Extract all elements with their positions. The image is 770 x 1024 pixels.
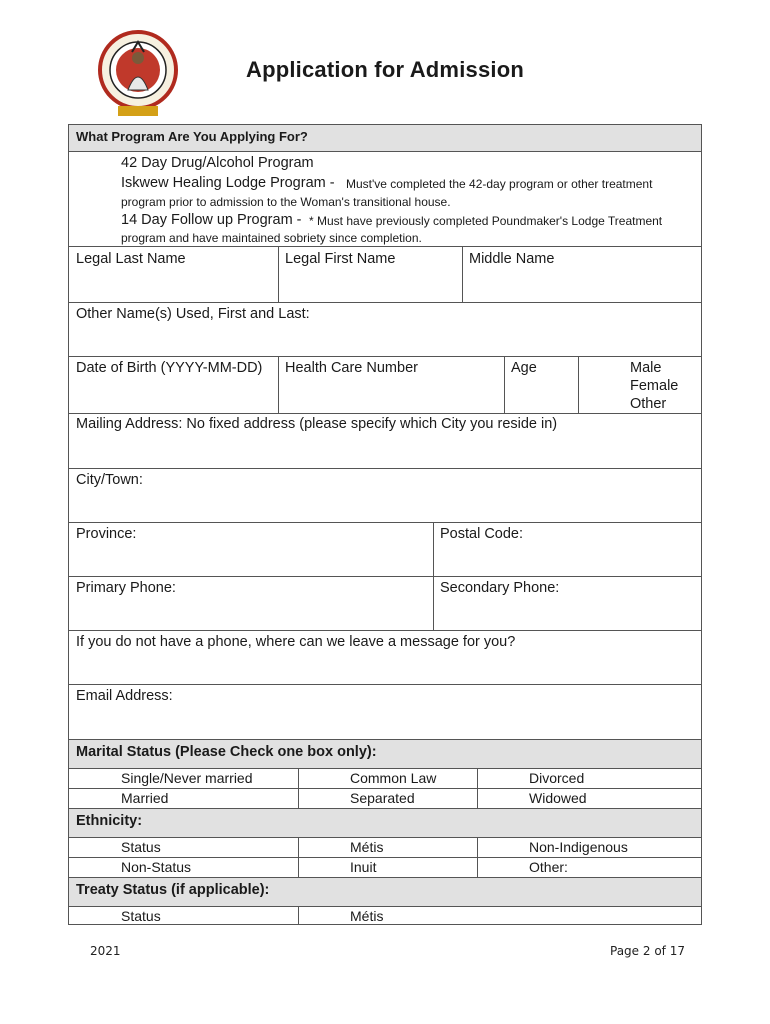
program-option-iskwew[interactable]: Iskwew Healing Lodge Program - [121,175,335,191]
marital-widowed[interactable] [477,789,701,808]
program-heading: What Program Are You Applying For? [76,129,308,144]
message-contact-label: If you do not have a phone, where can we leave a message for you? [76,634,516,650]
mailing-address-field[interactable] [69,413,701,468]
iskwew-note-line1: Must've completed the 42-day program or other treatment [346,177,653,191]
secondary-phone-label: Secondary Phone: [440,580,560,596]
secondary-phone-field[interactable] [433,577,701,630]
primary-phone-field[interactable] [69,577,433,630]
first-name-field[interactable] [278,247,462,302]
ethnicity-inuit-label: Inuit [350,859,377,875]
footer-year: 2021 [90,944,121,958]
names-row [69,246,701,302]
program-section-header [69,125,701,151]
middle-name-field[interactable] [462,247,701,302]
mailing-address-label: Mailing Address: No fixed address (please specify which City you reside in) [76,416,558,432]
program-options [69,151,701,246]
health-card-label: Health Care Number [285,360,418,376]
gender-female-option[interactable]: Female [630,378,679,394]
ethnicity-other-label: Other: [529,859,568,875]
other-names-field[interactable] [69,302,701,356]
middle-name-label: Middle Name [469,251,555,267]
marital-heading: Marital Status (Please Check one box only): [76,744,377,760]
marital-common-law-label: Common Law [350,770,437,786]
marital-married-label: Married [121,790,169,806]
ethnicity-heading: Ethnicity: [76,813,143,829]
email-field[interactable] [69,684,701,739]
ethnicity-non-status-label: Non-Status [121,859,192,875]
phone-row [69,576,701,630]
last-name-label: Legal Last Name [76,251,186,267]
province-row [69,522,701,576]
marital-widowed-label: Widowed [529,790,587,806]
marital-section-header [69,739,701,768]
ethnicity-non-indigenous-label: Non-Indigenous [529,839,628,855]
gender-male-option[interactable]: Male [630,360,662,376]
treaty-row-1 [69,906,701,925]
application-form [68,124,702,925]
poundmakers-lodge-logo [92,28,184,120]
city-label: City/Town: [76,472,143,488]
last-name-field[interactable] [69,247,278,302]
dob-row [69,356,701,413]
ethnicity-other[interactable] [477,858,701,877]
ethnicity-row-1 [69,837,701,857]
ethnicity-section-header [69,808,701,837]
iskwew-note-line2: program prior to admission to the Woman's transitional house. [121,195,451,209]
follow-up-note-line1: * Must have previously completed Poundmaker's Lodge Treatment [309,214,663,228]
postal-code-label: Postal Code: [440,526,524,542]
footer-page-number: Page 2 of 17 [610,944,685,958]
marital-divorced[interactable] [477,769,701,788]
follow-up-note-line2: program and have maintained sobriety since completion. [121,231,422,245]
treaty-section-header [69,877,701,906]
gender-options [578,357,701,413]
email-label: Email Address: [76,688,173,704]
province-label: Province: [76,526,137,542]
city-field[interactable] [69,468,701,522]
marital-married[interactable] [69,789,298,808]
postal-code-field[interactable] [433,523,701,576]
marital-row-2 [69,788,701,808]
first-name-label: Legal First Name [285,251,396,267]
marital-row-1 [69,768,701,788]
marital-divorced-label: Divorced [529,770,585,786]
ethnicity-status-label: Status [121,839,161,855]
dob-field[interactable] [69,357,278,413]
ethnicity-inuit[interactable] [298,858,477,877]
ethnicity-non-indigenous[interactable] [477,838,701,857]
other-names-label: Other Name(s) Used, First and Last: [76,306,310,322]
program-option-14-day[interactable]: 14 Day Follow up Program - [121,212,302,228]
marital-separated-label: Separated [350,790,415,806]
age-label: Age [511,360,537,376]
dob-label: Date of Birth (YYYY-MM-DD) [76,360,263,376]
page-title: Application for Admission [246,57,524,82]
ethnicity-metis[interactable] [298,838,477,857]
age-field[interactable] [504,357,578,413]
marital-common-law[interactable] [298,769,477,788]
treaty-status-label: Status [121,908,161,924]
treaty-heading: Treaty Status (if applicable): [76,882,270,898]
ethnicity-status[interactable] [69,838,298,857]
marital-separated[interactable] [298,789,477,808]
marital-single[interactable] [69,769,298,788]
province-field[interactable] [69,523,433,576]
primary-phone-label: Primary Phone: [76,580,176,596]
program-option-42-day[interactable]: 42 Day Drug/Alcohol Program [121,155,314,171]
treaty-metis[interactable] [298,907,477,925]
ethnicity-row-2 [69,857,701,877]
ethnicity-non-status[interactable] [69,858,298,877]
message-contact-field[interactable] [69,630,701,684]
ethnicity-metis-label: Métis [350,839,384,855]
marital-single-label: Single/Never married [121,770,253,786]
treaty-metis-label: Métis [350,908,384,924]
treaty-status[interactable] [69,907,298,925]
health-card-field[interactable] [278,357,504,413]
gender-other-option[interactable]: Other [630,396,667,412]
